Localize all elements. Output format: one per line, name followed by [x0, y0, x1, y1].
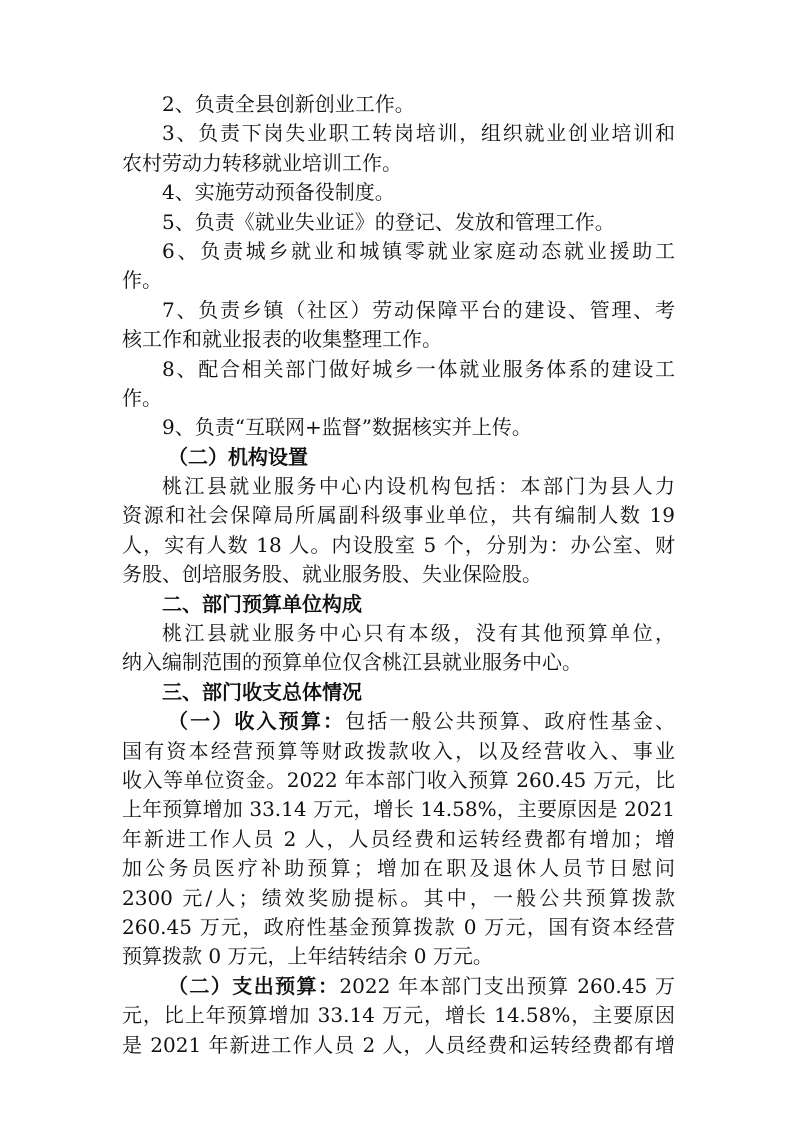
- income-paragraph-line-1: [122, 707, 675, 736]
- income-paragraph-line-4: 上年预算增加 33.14 万元，增长 14.58%，主要原因是 2021: [122, 797, 675, 822]
- duty-item-9: 9、负责“互联网+监督”数据核实并上传。: [162, 415, 532, 440]
- income-paragraph-line-9: 预算拨款 0 万元，上年结转结余 0 万元。: [122, 944, 493, 969]
- section-heading-org: （二）机构设置: [168, 444, 308, 469]
- document-body: [122, 90, 675, 1060]
- duty-item-6-line-1: 6、负责城乡就业和城镇零就业家庭动态就业援助工: [162, 238, 675, 263]
- units-paragraph-line-2: 纳入编制范围的预算单位仅含桃江县就业服务中心。: [122, 650, 582, 675]
- duty-item-8-line-1: 8、配合相关部门做好城乡一体就业服务体系的建设工: [162, 356, 675, 381]
- duty-item-4: 4、实施劳动预备役制度。: [162, 180, 395, 205]
- duty-item-3-line-2: 农村劳动力转移就业培训工作。: [122, 150, 402, 175]
- income-paragraph-line-3: 收入等单位资金。2022 年本部门收入预算 260.45 万元，比: [122, 767, 675, 792]
- duty-item-7-line-2: 核工作和就业报表的收集整理工作。: [122, 327, 442, 352]
- expense-line-1-text: 2022 年本部门支出预算 260.45 万: [339, 973, 675, 998]
- org-paragraph-line-3: 人，实有人数 18 人。内设股室 5 个，分别为：办公室、财: [122, 532, 675, 557]
- duty-item-7-line-1: 7、负责乡镇（社区）劳动保障平台的建设、管理、考: [162, 297, 675, 322]
- org-paragraph-line-1: 桃江县就业服务中心内设机构包括：本部门为县人力: [162, 474, 675, 499]
- duty-item-5: 5、负责《就业失业证》的登记、发放和管理工作。: [162, 209, 615, 234]
- income-paragraph-line-7: 2300 元/人；绩效奖励提标。其中，一般公共预算拨款: [122, 885, 675, 910]
- income-paragraph-line-8: 260.45 万元，政府性基金预算拨款 0 万元，国有资本经营: [122, 914, 675, 939]
- expense-paragraph-line-1: [122, 972, 675, 1001]
- duty-item-2: 2、负责全县创新创业工作。: [162, 92, 415, 116]
- income-paragraph-line-2: 国有资本经营预算等财政拨款收入，以及经营收入、事业: [122, 738, 675, 763]
- org-paragraph-line-4: 务股、创培服务股、就业服务股、失业保险股。: [122, 562, 542, 587]
- income-paragraph-line-6: 加公务员医疗补助预算；增加在职及退休人员节日慰问: [122, 856, 675, 881]
- units-paragraph-line-1: 桃江县就业服务中心只有本级，没有其他预算单位，: [162, 621, 675, 646]
- section-heading-overall: 三、部门收支总体情况: [162, 679, 362, 704]
- expense-paragraph-line-3: 是 2021 年新进工作人员 2 人，人员经费和运转经费都有增: [122, 1032, 675, 1057]
- duty-item-6-line-2: 作。: [122, 268, 162, 293]
- duty-item-8-line-2: 作。: [122, 385, 162, 410]
- income-paragraph-line-5: 年新进工作人员 2 人，人员经费和运转经费都有增加；增: [122, 826, 675, 851]
- org-paragraph-line-2: 资源和社会保障局所属副科级事业单位，共有编制人数 19: [122, 503, 675, 528]
- duty-item-3-line-1: 3、负责下岗失业职工转岗培训，组织就业创业培训和: [162, 121, 675, 146]
- income-line-1-text: 包括一般公共预算、政府性基金、: [345, 709, 675, 734]
- section-heading-units: 二、部门预算单位构成: [162, 591, 362, 616]
- expense-lead: （二）支出预算：: [168, 973, 340, 998]
- expense-paragraph-line-2: 元，比上年预算增加 33.14 万元，增长 14.58%，主要原因: [122, 1003, 675, 1028]
- income-lead: （一）收入预算：: [168, 709, 346, 734]
